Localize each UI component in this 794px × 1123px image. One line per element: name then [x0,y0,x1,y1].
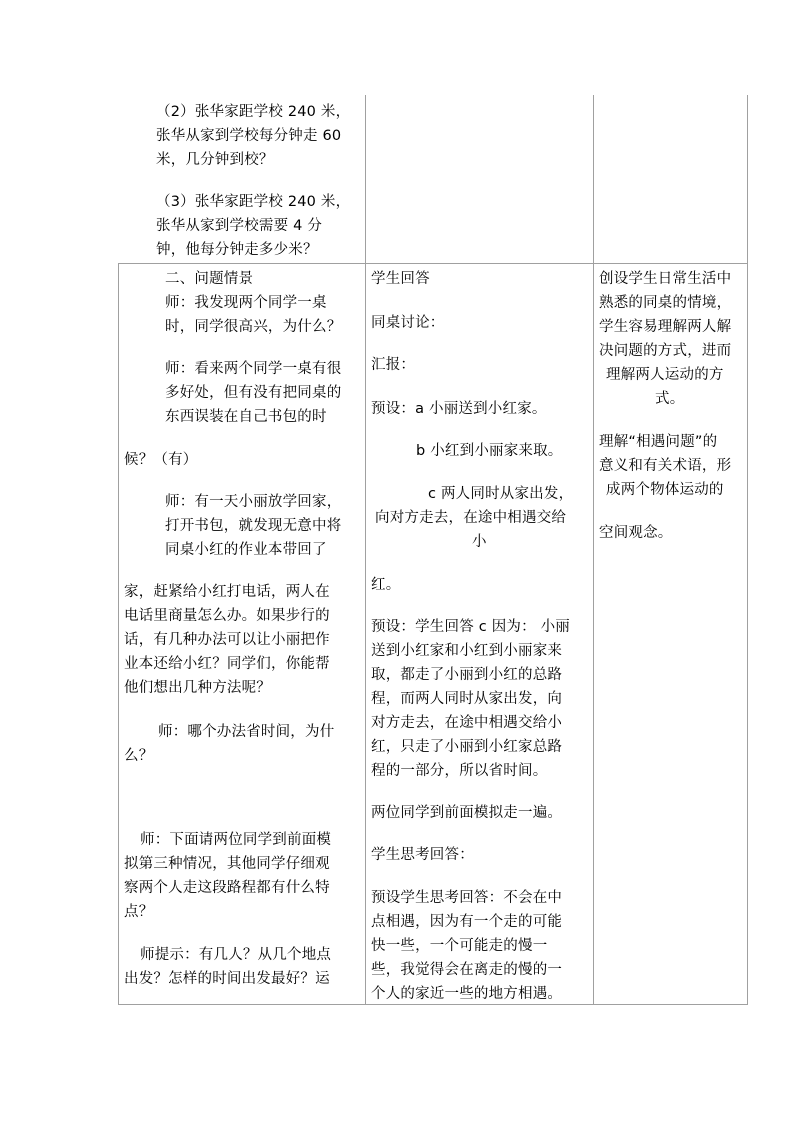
cell-text-line: 师：看来两个同学一桌有很 [165,361,342,377]
table-border-left [118,263,119,1005]
cell-text-line: 学生回答 [371,271,430,287]
cell-text-line: 师提示：有几人？从几个地点 [140,947,332,963]
cell-text-line: 电话里商量怎么办。如果步行的 [124,608,330,624]
cell-text-line: 师：哪个办法省时间，为什 [158,724,335,740]
column-divider-2 [593,95,594,1005]
cell-text-line: 业本还给小红？同学们，你能帮 [124,656,330,672]
cell-text-line: （3）张华家距学校 240 米， [156,194,351,210]
table-border-right [747,95,748,1005]
cell-text-line: 师：下面请两位同学到前面模 [140,832,332,848]
cell-text-line: 点？ [124,904,154,920]
cell-text-line: 理解“相遇问题”的 [599,434,718,450]
cell-text-line: 汇报： [371,357,416,373]
cell-text-line: 取，都走了小丽到小红的总路 [371,667,563,683]
cell-text-line: 空间观念。 [599,525,673,541]
cell-text-line: 理解两人运动的方 [606,367,724,383]
cell-text-line: 成两个物体运动的 [606,482,724,498]
cell-text-line: 快一些，一个可能走的慢一 [371,938,548,954]
cell-text-line: 小 [472,534,487,550]
cell-text-line: 同桌小红的作业本带回了 [165,542,327,558]
cell-text-line: 时，同学很高兴，为什么？ [165,319,342,335]
cell-text-line: b 小红到小丽家来取。 [416,443,563,459]
cell-text-line: 对方走去，在途中相遇交给小 [371,715,563,731]
cell-text-line: 点相遇，因为有一个走的可能 [371,914,563,930]
row-divider [118,263,748,264]
cell-text-line: 程的一部分，所以省时间。 [371,763,548,779]
cell-text-line: 式。 [655,391,685,407]
cell-text-line: 向对方走去，在途中相遇交给 [375,510,567,526]
cell-text-line: 预设：学生回答 c 因为： 小丽 [371,619,570,635]
cell-text-line: 他们想出几种方法呢？ [124,680,271,696]
cell-text-line: 创设学生日常生活中 [599,271,732,287]
cell-text-line: 察两个人走这段路程都有什么特 [124,880,330,896]
cell-text-line: 东西误装在自己书包的时 [165,409,327,425]
cell-text-line: 两位同学到前面模拟走一遍。 [371,805,563,821]
cell-text-line: 红，只走了小丽到小红家总路 [371,739,563,755]
cell-text-line: 意义和有关术语，形 [599,458,732,474]
column-divider-1 [365,95,366,1005]
cell-text-line: 家，赶紧给小红打电话，两人在 [124,584,330,600]
cell-text-line: 打开书包，就发现无意中将 [165,518,342,534]
cell-text-line: 些，我觉得会在离走的慢的一 [371,962,563,978]
section-heading: 二、问题情景 [165,271,254,287]
cell-text-line: 红。 [371,577,401,593]
cell-text-line: 师：有一天小丽放学回家， [165,494,342,510]
cell-text-line: 钟，他每分钟走多少米？ [156,242,318,258]
cell-text-line: 候？（有） [124,452,198,468]
cell-text-line: 张华从家到学校需要 4 分 [156,218,323,234]
cell-text-line: 话，有几种办法可以让小丽把作 [124,632,330,648]
cell-text-line: 师：我发现两个同学一桌 [165,295,327,311]
cell-text-line: 学生思考回答： [371,847,474,863]
cell-text-line: 熟悉的同桌的情境， [599,295,732,311]
cell-text-line: 送到小红家和小红到小丽家来 [371,643,563,659]
cell-text-line: （2）张华家距学校 240 米， [156,104,351,120]
cell-text-line: 么？ [124,748,154,764]
cell-text-line: 同桌讨论： [371,315,445,331]
cell-text-line: 决问题的方式，进而 [599,343,732,359]
cell-text-line: 张华从家到学校每分钟走 60 [156,128,342,144]
cell-text-line: 预设：a 小丽送到小红家。 [371,401,547,417]
cell-text-line: 学生容易理解两人解 [599,319,732,335]
cell-text-line: 预设学生思考回答：不会在中 [371,890,563,906]
cell-text-line: 拟第三种情况，其他同学仔细观 [124,856,330,872]
cell-text-line: 出发？怎样的时间出发最好？运 [124,971,330,987]
cell-text-line: 程，而两人同时从家出发，向 [371,691,563,707]
cell-text-line: c 两人同时从家出发， [428,486,574,502]
cell-text-line: 米，几分钟到校？ [156,152,274,168]
cell-text-line: 多好处，但有没有把同桌的 [165,385,342,401]
cell-text-line: 个人的家近一些的地方相遇。 [371,986,563,1002]
